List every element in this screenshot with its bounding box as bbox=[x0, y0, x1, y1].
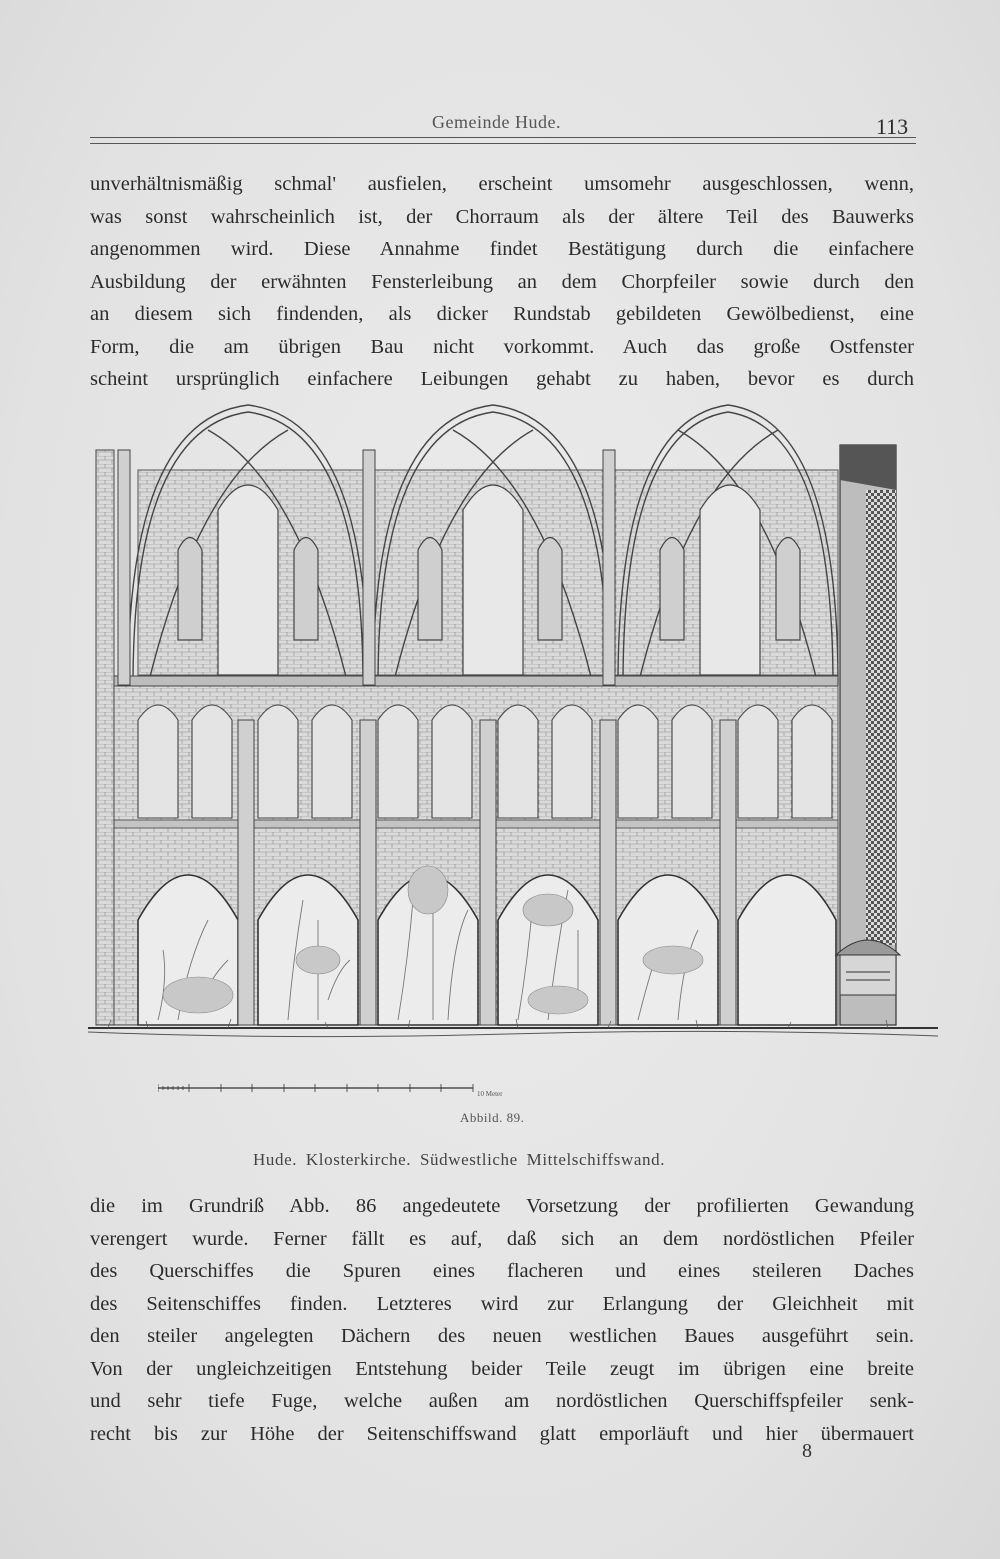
text-line: Von der ungleichzeitigen Entstehung beider Teile zeugt im übrigen eine breite bbox=[90, 1357, 914, 1380]
text-line: Form, die am übrigen Bau nicht vorkommt. Auch das große Ostfenster bbox=[90, 335, 914, 358]
paragraph-top bbox=[90, 168, 914, 396]
header-rule bbox=[90, 137, 916, 144]
text-line: und sehr tiefe Fuge, welche außen am nordöstlichen Querschiffspfeiler senk- bbox=[90, 1390, 914, 1412]
figure-number: Abbild. 89. bbox=[460, 1110, 525, 1125]
paragraph-bottom bbox=[90, 1190, 914, 1450]
scale-bar bbox=[158, 1080, 518, 1102]
scale-label: 10 Meter bbox=[477, 1090, 503, 1098]
signature-mark: 8 bbox=[802, 1440, 812, 1462]
text-line: scheint ursprünglich einfachere Leibungen gehabt zu haben, bevor es durch bbox=[90, 368, 914, 390]
text-line: Ausbildung der erwähnten Fensterleibung an dem Chorpfeiler sowie durch den bbox=[90, 270, 914, 293]
running-title: Gemeinde Hude. bbox=[432, 112, 561, 132]
text-line: den steiler angelegten Dächern des neuen westlichen Baues ausgeführt sein. bbox=[90, 1325, 914, 1347]
page-number: 113 bbox=[876, 114, 909, 139]
church-wall-illustration bbox=[88, 400, 938, 1050]
text-line: des Querschiffes die Spuren eines flacheren und eines steileren Daches bbox=[90, 1260, 914, 1282]
text-line: an diesem sich findenden, als dicker Rundstab gebildeten Gewölbedienst, eine bbox=[90, 303, 914, 325]
figure-caption: Hude. Klosterkirche. Südwestliche Mittelschiffswand. bbox=[253, 1150, 666, 1169]
text-line: angenommen wird. Diese Annahme findet Bestätigung durch die einfachere bbox=[90, 238, 914, 260]
text-line: verengert wurde. Ferner fällt es auf, daß sich an dem nordöstlichen Pfeiler bbox=[90, 1227, 914, 1250]
text-line: des Seitenschiffes finden. Letzteres wird zur Erlangung der Gleichheit mit bbox=[90, 1292, 914, 1315]
text-line: die im Grundriß Abb. 86 angedeutete Vorsetzung der profilierten Gewandung bbox=[90, 1195, 914, 1217]
text-line: recht bis zur Höhe der Seitenschiffswand glatt emporläuft und hier übermauert bbox=[90, 1422, 914, 1445]
text-line: unverhältnismäßig schmal' ausfielen, erscheint umsomehr ausgeschlossen, wenn, bbox=[90, 173, 914, 195]
text-line: was sonst wahrscheinlich ist, der Chorraum als der ältere Teil des Bauwerks bbox=[90, 205, 914, 228]
